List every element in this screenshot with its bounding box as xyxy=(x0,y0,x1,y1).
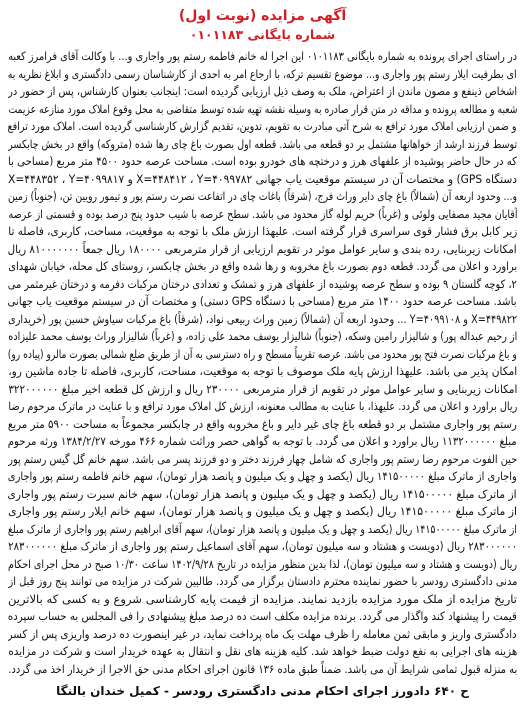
body-line xyxy=(8,468,517,486)
body-line xyxy=(8,556,517,574)
body-line-text: که در حال حاضر پوشیده از علفهای هرز و درختچه های خودرو بوده است. مساحت عرصه حدود ۴۵۰۰ متر مربع (مساحی با xyxy=(8,154,517,168)
body-line-text: رستم پور واجاری مشتمل بر دو قطعه باغ چای غیر دایر و باغ مخروبه واقع در چابکسر مجموعاً به مساحت ۵۹۰۰ متر مربع xyxy=(8,416,517,431)
body-line-text: و... وحدود اربعه آن (شمالاً) باغ چای دایر وراث فرج، (شرقاً) باغات چای در اتفاعت نصرت رستم پور و تیمور رویین تن، (جنوباً) زمین xyxy=(8,189,517,203)
notice-header xyxy=(8,6,517,48)
body-line xyxy=(8,591,517,609)
body-line xyxy=(8,258,517,276)
body-line-text: هزینه های اجرایی به نفع دولت ضبط خواهد شد. کلیه هزینه های نقل و انتقال به عهده خریدار است و شرکت در مزایده xyxy=(8,644,517,658)
body-line-text: آقایان مجید مصفایی ولوئی و (غرباً) حریم لوله گاز محدود می باشد. سطح عرصه با شیب حدود پنج درصد بوده و قسمتی از عرصه xyxy=(8,206,517,221)
body-line-text: ریال براورد و اعلان می گردد. علیهذا، با عنایت به مطالب معنونه، ارزش کل املاک مورد ترافع و با عنایت در ماترک مرحوم رضا xyxy=(8,399,517,413)
body-line xyxy=(8,573,517,591)
body-line-text: واجاری از ماترک مبلغ ۱۴۱۵۰۰۰۰۰ ریال (یکصد و چهل و یک میلیون و پانصد هزار تومان)، سهم خانم فاطمه رستم پور واجاری xyxy=(8,469,517,483)
body-line xyxy=(8,381,517,399)
body-line-text: ای بطرفیت ایلار رستم پور واجاری و... موضوع تقسیم ترکه، با ارجاع امر به احدی از کارشناسان رسمی دادگستری و ابلاغ نظریه به xyxy=(8,66,517,81)
body-line xyxy=(8,521,517,539)
body-line xyxy=(8,346,517,364)
body-line xyxy=(8,48,517,66)
body-line-text: دادگستری واریز و مابقی ثمن معامله را ظرف مهلت یک ماه پرداخت نماید، در غیر اینصورت ده درصد واریزی پس از کسر xyxy=(8,626,517,641)
body-line xyxy=(8,311,517,329)
body-line xyxy=(8,83,517,101)
body-line xyxy=(8,451,517,469)
body-line xyxy=(8,626,517,644)
body-line xyxy=(8,416,517,434)
body-line-text: امکانات زیربنایی و سایر عوامل موثر در تقویم از قرار مترمربعی ۲۳۰۰۰۰ ریال و ارزش کل قطعه اخیر مبلغ ۳۲۲۰۰۰۰۰۰ xyxy=(8,381,517,396)
body-line-text: ۲۸۳۰۰۰۰۰۰ ریال (دویست و هشتاد و سه میلیون تومان)، سهم آقای اسماعیل رستم پور واجاری از ماترک مبلغ ۲۸۳۰۰۰۰۰۰ xyxy=(8,539,517,553)
signature-line xyxy=(8,682,517,700)
body-line xyxy=(8,398,517,416)
body-line xyxy=(8,153,517,171)
body-line xyxy=(8,171,517,189)
body-line-text: شعبه و مطالعه پرونده و مداقه در متن قرار صادره به وسیله نقشه تهیه شده توسط متقاضی به محل وقوع املاک مورد منازعه عزیمت xyxy=(8,101,517,116)
archive-number: شماره بایگانی ۰۱۰۱۱۸۳ xyxy=(189,27,336,42)
body-line-text: براورد و اعلان می گردد. قطعه دوم بصورت باغ مخروبه و رها شده واقع در بخش چابکسر، روستای کل محله، خیابان شهدای xyxy=(8,259,517,273)
body-line xyxy=(8,136,517,154)
body-line xyxy=(8,486,517,504)
body-line-text: X=۴۴۹۸۲۲ و Y=۴۰۹۹۱۰۸ ... وحدود اربعه آن (شمالاً) زمین وراث ربیعی نواد، (شرقاً) باغ مرکبات سیاوش حسین پور (خریداری xyxy=(8,311,517,326)
notice-body xyxy=(8,48,517,678)
body-line-text: از رحیم عبداله پور) و شالیزار رامین وسکه، (جنوباً) شالیزار یوسف محمد علی زاده، و (غرباً) شالیزار وراث یوسف محمد علیزاده xyxy=(8,329,517,343)
body-line-text: از ماترک مبلغ ۱۴۱۵۰۰۰۰۰ ریال (یکصد و چهل و یک میلیون و پانصد هزار تومان)، سهم خانم سیرت رستم پور واجاری xyxy=(8,486,517,501)
body-line xyxy=(8,206,517,224)
signature-text: ح ۶۴۰ دادورز اجرای احکام مدنی دادگستری رودسر - کمیل خندان بالنگا xyxy=(56,684,469,698)
body-line xyxy=(8,223,517,241)
body-line-text: دستگاه GPS) و مختصات آن در سیستم موقعیت یاب جهانی X=۴۴۸۴۱۲ ، Y=۴۰۹۹۷۸۲ و X=۴۴۸۳۵۲ ، Y=۴۰۹۹۸۱۷ xyxy=(8,171,517,186)
notice-title: آگهی مزایده (نوبت اول) xyxy=(178,8,347,24)
body-line xyxy=(8,328,517,346)
body-line xyxy=(8,241,517,259)
body-line xyxy=(8,503,517,521)
body-line-text: قیمت را پیشنهاد کند واگذار می گردد. برنده مزایده مکلف است ده درصد مبلغ پیشنهادی را فی المجلس به حساب سپرده xyxy=(8,609,517,623)
body-line-text: به منزله قبول تمامی شرایط آن می باشد. ضمناً طبق ماده ۱۳۶ قانون اجرای احکام مدنی حق الاجرا از خریدار اخذ می گردد. xyxy=(8,661,517,676)
body-line xyxy=(8,363,517,381)
body-line-text: تاریخ مزایده از ملک مورد مزایده بازدید نمایند. مزایده از قیمت پایه کارشناسی شروع و به کسی که بالاترین xyxy=(8,591,517,606)
body-line xyxy=(8,276,517,294)
body-line xyxy=(8,66,517,84)
body-line-text: امکانات زیربنایی، رده بندی و سایر عوامل موثر در تقویم ارزیابی از قرار مترمربعی ۱۸۰۰۰۰ ریال جمعاً ۸۱۰۰۰۰۰۰۰ ریال xyxy=(8,241,517,256)
body-line-text: مبلغ ۱۱۳۲۰۰۰۰۰۰ ریال براورد و اعلان می گردد. با توجه به گواهی حصر وراثت شماره ۴۶۶ مورخه ۱۳۸۴/۲/۲۷ ورثه مرحوم xyxy=(8,434,517,448)
body-line xyxy=(8,661,517,679)
body-line-text: ریال (دویست و هشتاد و سه میلیون تومان)، لذا بدین منظور مزایده در تاریخ ۱۴۰۲/۹/۲۸ ساعت ۱۰/۳۰ صبح در محل اجرای احکام xyxy=(8,556,517,571)
body-line-text: امکان پذیر می باشد. علیهذا ارزش پایه ملک موصوف با توجه به موقعیت، مساحت، کاربری، فاصله تا جاده ماشین رو، xyxy=(8,364,517,378)
body-line xyxy=(8,538,517,556)
body-line xyxy=(8,643,517,661)
body-line-text: اشخاص ذینفع و مصون ماندن از اعتراض، ملک به وصف ذیل ارزیابی گردیده است: اینجانب بعنوان کارشناس، پس از حضور در xyxy=(8,84,517,98)
body-line xyxy=(8,608,517,626)
body-line-text: از ماترک مبلغ ۱۴۱۵۰۰۰۰۰ ریال (یکصد و چهل و یک میلیون و پانصد هزار تومان)، سهم آقای ابراهیم رستم پور واجاری از ماترک مبلغ xyxy=(8,521,517,536)
body-line-text: باشد. مساحت عرصه حدود ۱۴۰۰ متر مربع (مساحی با دستگاه GPS دستی) و مختصات آن در سیستم موقعیت یاب جهانی xyxy=(8,294,517,308)
body-line xyxy=(8,293,517,311)
body-line xyxy=(8,433,517,451)
body-line-text: زیر کابل برق فشار قوی سراسری قرار گرفته است. علیهذا ارزش ملک با توجه به موقعیت، مساحت، کاربری، فاصله تا xyxy=(8,224,517,238)
body-line xyxy=(8,118,517,136)
body-line-text: حین الفوت مرحوم رضا رستم پور واجاری که شامل چهار فرزند دختر و دو فرزند پسر می باشد. سهم خانم گل گیس رستم پور xyxy=(8,451,517,466)
body-line-text: توسط فرزند ارشد از خواهانها مشتمل بر دو قطعه می باشد. قطعه اول بصورت باغ چای رها شده (متروکه) واقع در بخش چابکسر xyxy=(8,136,517,151)
body-line-text: از ماترک مبلغ ۱۴۱۵۰۰۰۰۰ ریال (یکصد و چهل و یک میلیون و پانصد هزار تومان)، سهم خانم ایلار رستم پور واجاری xyxy=(8,504,517,518)
body-line-text: در راستای اجرای پرونده به شماره بایگانی ۰۱۰۱۱۸۳ این اجرا له خانم فاطمه رستم پور واجاری و... با وکالت آقای فرامرز کعبه xyxy=(8,49,517,63)
body-line-text: و ضمن ارزیابی املاک مورد ترافع به شرح آتی مبادرت به تقویم، تدوین، تقدیم گزارش کارشناسی گردیده است. املاک مورد ترافع xyxy=(8,119,517,133)
body-line xyxy=(8,101,517,119)
body-line-text: مدنی دادگستری رودسر با حضور نماینده محترم دادستان برگزار می گردد. طالبین شرکت در مزایده می توانند پنج روز قبل از xyxy=(8,574,517,588)
body-line xyxy=(8,188,517,206)
body-line-text: و باغ مرکبات نصرت فتح پور محدود می باشد. عرصه تقریباً مسطح و راه دسترسی به آن از طریق ضلع شمالی بصورت مالرو (پیاده رو) xyxy=(8,346,517,361)
body-line-text: ۲، کوچه گلستان ۹ بوده و سطح عرصه پوشیده از علفهای هرز و تمشک و تعدادی درختان مرکبات دفرمه و درختان غیرمثمر می xyxy=(8,276,517,291)
